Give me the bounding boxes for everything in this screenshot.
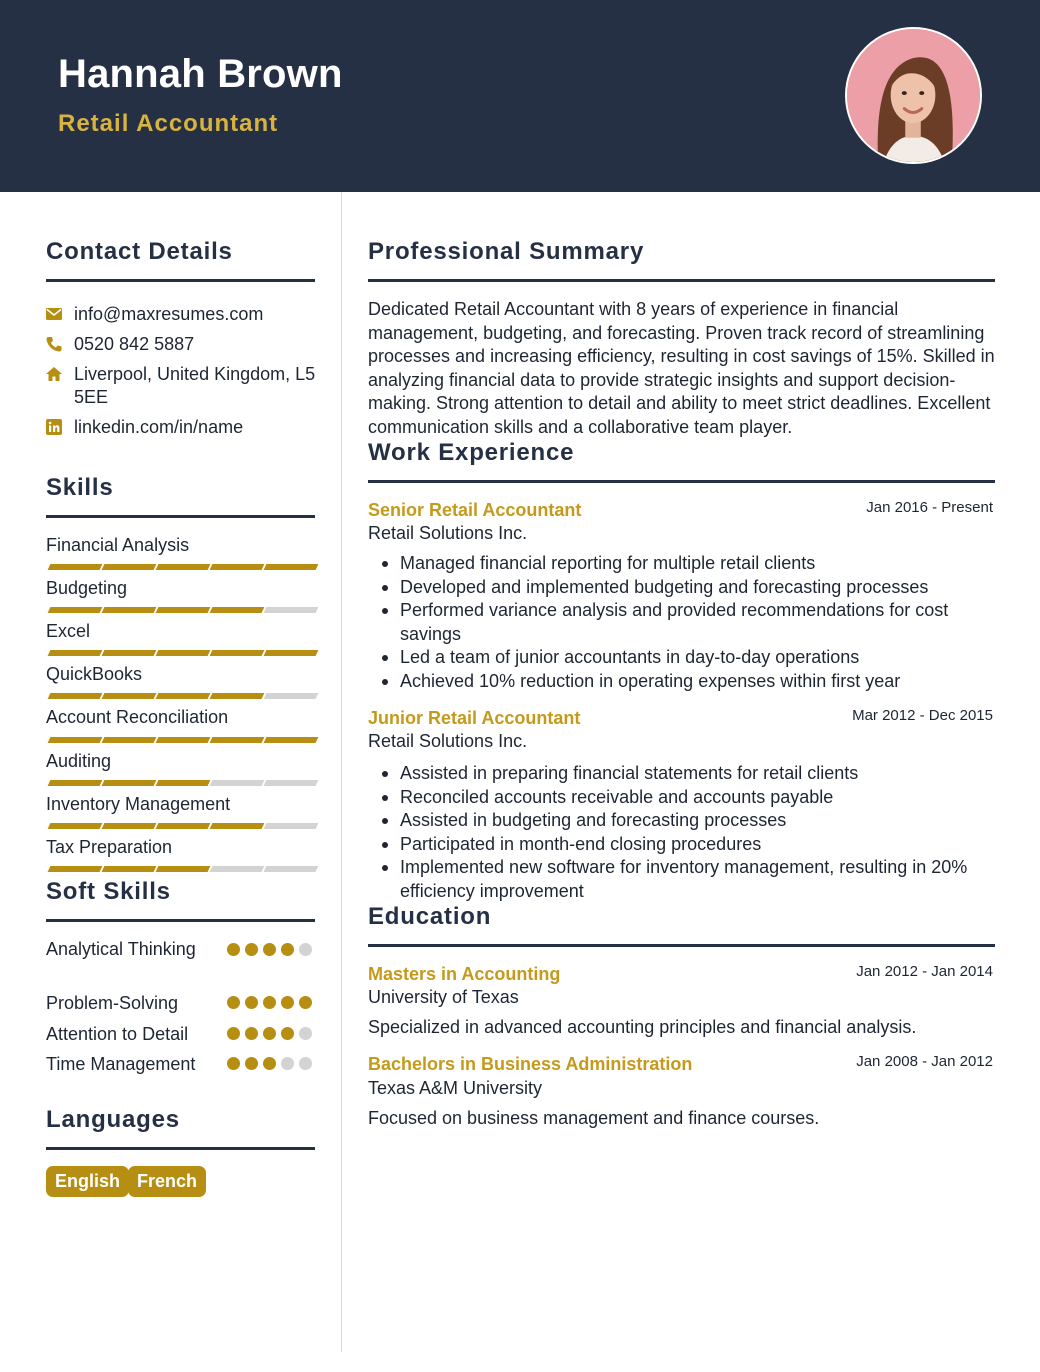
rating-dot (281, 943, 294, 956)
contact-email[interactable] (46, 303, 316, 326)
skill-bar (46, 866, 314, 872)
degree-title: Masters in Accounting (368, 964, 561, 984)
skill-bar-segment (210, 780, 265, 786)
skill-bar-segment (210, 607, 265, 613)
rating-dot (227, 996, 240, 1009)
skills-heading: Skills (46, 474, 114, 501)
school-name: Texas A&M University (368, 1078, 543, 1098)
skill-label: QuickBooks (46, 664, 143, 684)
column-divider (341, 192, 342, 1352)
soft-skill-label: Problem-Solving (46, 993, 179, 1013)
degree-dates: Jan 2012 - Jan 2014 (856, 963, 993, 980)
languages-rule (46, 1147, 315, 1150)
skill-label: Financial Analysis (46, 535, 190, 555)
candidate-role: Retail Accountant (58, 110, 279, 137)
skill-bar (46, 823, 314, 829)
education-heading: Education (368, 903, 492, 930)
rating-dot (227, 1027, 240, 1040)
header-banner (0, 0, 1040, 192)
soft-skill-rating (227, 1027, 312, 1040)
skill-bar-segment (156, 823, 211, 829)
skill-bar-segment (264, 607, 319, 613)
skill-label: Account Reconciliation (46, 707, 229, 727)
languages-heading: Languages (46, 1106, 180, 1133)
language-badge-french: French (128, 1166, 206, 1197)
summary-heading: Professional Summary (368, 238, 645, 265)
skill-bar-segment (48, 866, 103, 872)
list-item: Assisted in budgeting and forecasting processes (368, 809, 994, 833)
list-item: Implemented new software for inventory management, resulting in 20% efficiency improvement (368, 856, 994, 903)
skill-bar-segment (48, 780, 103, 786)
skill-bar (46, 607, 314, 613)
rating-dot (299, 1057, 312, 1070)
skill-bar-segment (264, 780, 319, 786)
skill-bar-segment (102, 780, 157, 786)
list-item: Managed financial reporting for multiple retail clients (368, 552, 994, 576)
skill-bar-segment (48, 650, 103, 656)
skill-bar (46, 780, 314, 786)
candidate-name: Hannah Brown (58, 52, 343, 96)
skill-label: Tax Preparation (46, 837, 173, 857)
skill-label: Inventory Management (46, 794, 231, 814)
rating-dot (263, 1057, 276, 1070)
skill-bar (46, 693, 314, 699)
rating-dot (245, 1027, 258, 1040)
rating-dot (263, 996, 276, 1009)
skill-label: Auditing (46, 751, 112, 771)
job-title: Senior Retail Accountant (368, 500, 582, 520)
skill-bar-segment (102, 564, 157, 570)
skill-bar-segment (156, 607, 211, 613)
degree-title: Bachelors in Business Administration (368, 1054, 693, 1074)
rating-dot (263, 943, 276, 956)
summary-rule (368, 279, 995, 282)
soft-skill-label: Analytical Thinking (46, 939, 196, 959)
company-name: Retail Solutions Inc. (368, 523, 528, 543)
degree-description: Focused on business management and finance courses. (368, 1108, 820, 1128)
job-title: Junior Retail Accountant (368, 708, 581, 728)
skill-bar-segment (48, 693, 103, 699)
skill-bar-segment (156, 693, 211, 699)
list-item: Led a team of junior accountants in day-to-day operations (368, 646, 994, 670)
degree-dates: Jan 2008 - Jan 2012 (856, 1053, 993, 1070)
skill-bar-segment (264, 866, 319, 872)
address-text: Liverpool, United Kingdom, L5 5EE (74, 364, 316, 407)
skill-bar-segment (48, 737, 103, 743)
soft-skills-rule (46, 919, 315, 922)
degree-description: Specialized in advanced accounting principles and financial analysis. (368, 1017, 917, 1037)
job-bullets (368, 552, 994, 693)
linkedin-text: linkedin.com/in/name (74, 417, 244, 437)
company-name: Retail Solutions Inc. (368, 731, 528, 751)
skill-bar-segment (264, 564, 319, 570)
skill-bar-segment (264, 693, 319, 699)
skill-bar (46, 650, 314, 656)
skill-bar-segment (210, 823, 265, 829)
skill-bar-segment (48, 607, 103, 613)
skill-bar-segment (102, 607, 157, 613)
rating-dot (281, 1057, 294, 1070)
language-badge-english: English (46, 1166, 129, 1197)
rating-dot (245, 943, 258, 956)
soft-skills-heading: Soft Skills (46, 878, 171, 905)
list-item: Developed and implemented budgeting and forecasting processes (368, 576, 994, 600)
school-name: University of Texas (368, 987, 519, 1007)
experience-rule (368, 480, 995, 483)
rating-dot (299, 943, 312, 956)
rating-dot (281, 1027, 294, 1040)
skill-bar-segment (48, 823, 103, 829)
skill-bar-segment (156, 737, 211, 743)
email-text: info@maxresumes.com (74, 304, 264, 324)
rating-dot (299, 1027, 312, 1040)
rating-dot (263, 1027, 276, 1040)
contact-linkedin[interactable] (46, 416, 316, 439)
skill-bar-segment (102, 823, 157, 829)
skill-bar-segment (48, 564, 103, 570)
skill-bar-segment (156, 866, 211, 872)
skill-bar-segment (102, 693, 157, 699)
soft-skill-rating (227, 996, 312, 1009)
skill-bar-segment (210, 737, 265, 743)
soft-skill-rating (227, 943, 312, 956)
list-item: Achieved 10% reduction in operating expenses within first year (368, 670, 994, 694)
rating-dot (245, 996, 258, 1009)
list-item: Assisted in preparing financial statements for retail clients (368, 762, 994, 786)
skill-bar-segment (210, 866, 265, 872)
soft-skill-label: Time Management (46, 1054, 196, 1074)
rating-dot (281, 996, 294, 1009)
contact-rule (46, 279, 315, 282)
skill-bar-segment (264, 823, 319, 829)
skill-bar-segment (264, 737, 319, 743)
contact-address (46, 363, 316, 409)
skill-bar-segment (210, 650, 265, 656)
skills-rule (46, 515, 315, 518)
skill-bar-segment (102, 650, 157, 656)
skill-bar-segment (264, 650, 319, 656)
home-icon (46, 363, 74, 409)
summary-text: Dedicated Retail Accountant with 8 years of experience in financial management, budgeting, and forecasting. Proven track record of streamlining processes and increasing efficiency, resulting in cost savings of 15%. Skilled in analyzing financial data to provide strategic insights and support decision-making. Strong attention to detail and ability to meet strict deadlines. Excellent communication skills and a collaborative team player. (368, 299, 995, 437)
skill-bar-segment (210, 693, 265, 699)
phone-icon (46, 333, 74, 356)
skill-bar-segment (210, 564, 265, 570)
soft-skill-rating (227, 1057, 312, 1070)
email-icon (46, 303, 74, 326)
skill-bar-segment (156, 650, 211, 656)
linkedin-icon (46, 416, 74, 439)
list-item: Reconciled accounts receivable and accounts payable (368, 786, 994, 810)
rating-dot (245, 1057, 258, 1070)
skill-bar (46, 564, 314, 570)
list-item: Performed variance analysis and provided recommendations for cost savings (368, 599, 994, 646)
contact-phone[interactable] (46, 333, 316, 356)
rating-dot (227, 1057, 240, 1070)
skill-bar-segment (156, 564, 211, 570)
rating-dot (299, 996, 312, 1009)
education-rule (368, 944, 995, 947)
list-item: Participated in month-end closing procedures (368, 833, 994, 857)
skill-bar-segment (102, 737, 157, 743)
job-dates: Jan 2016 - Present (866, 499, 993, 516)
skill-bar-segment (156, 780, 211, 786)
contact-heading: Contact Details (46, 238, 233, 265)
phone-text: 0520 842 5887 (74, 334, 195, 354)
rating-dot (227, 943, 240, 956)
skill-bar (46, 737, 314, 743)
profile-photo (845, 27, 982, 164)
job-dates: Mar 2012 - Dec 2015 (852, 707, 993, 724)
job-bullets (368, 762, 994, 903)
experience-heading: Work Experience (368, 439, 575, 466)
skill-label: Budgeting (46, 578, 128, 598)
skill-bar-segment (102, 866, 157, 872)
soft-skill-label: Attention to Detail (46, 1024, 189, 1044)
skill-label: Excel (46, 621, 91, 641)
